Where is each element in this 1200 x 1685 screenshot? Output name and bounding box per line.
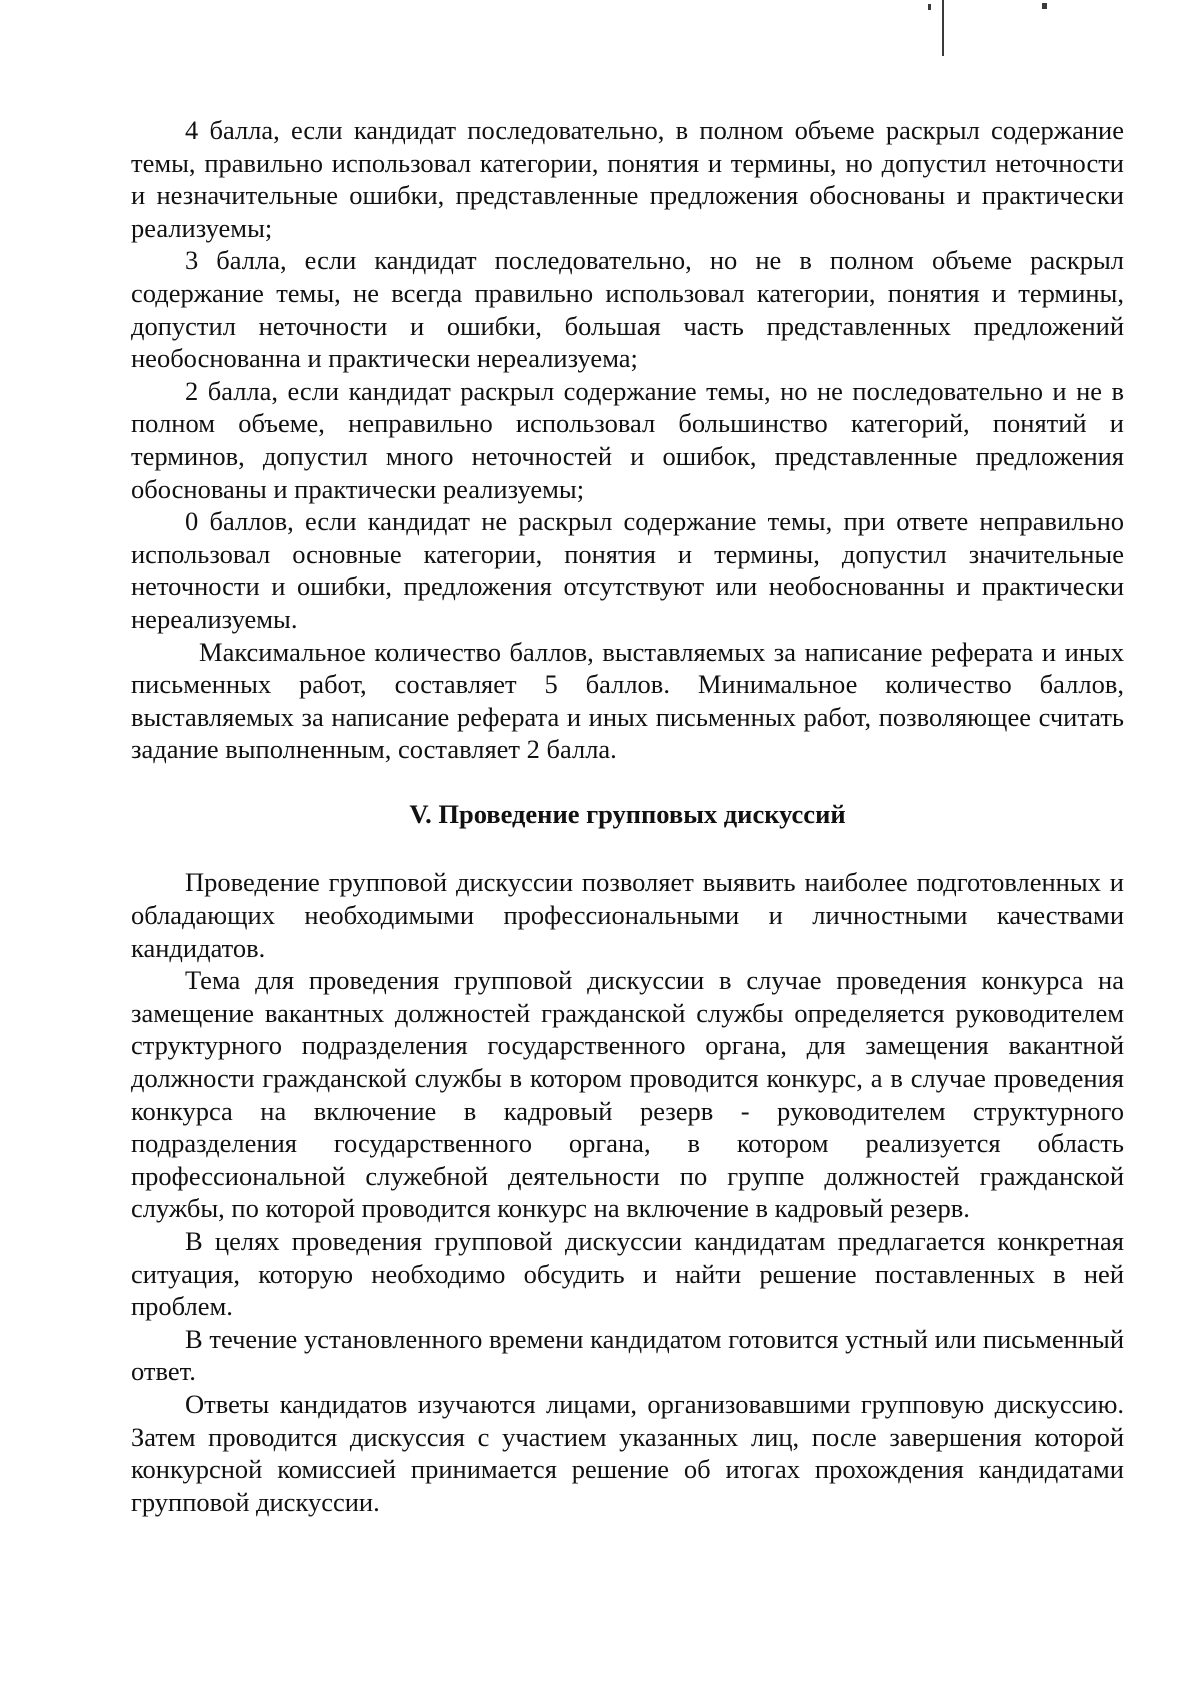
scan-artifact-line: [942, 0, 944, 56]
paragraph-discussion-decision: Ответы кандидатов изучаются лицами, организовавшими групповую дискуссию. Затем проводится дискуссия с участием указанных лиц, после завершения которой конкурсной комиссией принимается решение об итогах прохождения кандидатами групповой дискуссии.: [131, 1388, 1124, 1517]
paragraph-discussion-answer: В течение установленного времени кандидатом готовится устный или письменный ответ.: [131, 1323, 1124, 1387]
paragraph-score-0: 0 баллов, если кандидат не раскрыл содержание темы, при ответе неправильно использовал основные категории, понятия и термины, допустил значительные неточности и ошибки, предложения отсутствуют или необоснованны и практически нереализуемы.: [131, 506, 1124, 634]
paragraph-max-score: Максимальное количество баллов, выставляемых за написание реферата и иных письменных работ, составляет 5 баллов. Минимальное количество баллов, выставляемых за написание реферата и иных письменных работ, позволяющее считать задание выполненным, составляет 2 балла.: [131, 636, 1124, 765]
document-body: [131, 114, 1124, 1518]
paragraph-score-2: 2 балла, если кандидат раскрыл содержание темы, но не последовательно и не в полном объеме, неправильно использовал большинство категорий, понятий и терминов, допустил много неточностей и ошибок, представленные предложения обоснованы и практически реализуемы;: [131, 375, 1124, 504]
paragraph-discussion-purpose: Проведение групповой дискуссии позволяет выявить наиболее подготовленных и обладающих необходимыми профессиональными и личностными качествами кандидатов.: [131, 867, 1124, 963]
paragraph-score-4: 4 балла, если кандидат последовательно, в полном объеме раскрыл содержание темы, правильно использовал категории, понятия и термины, но допустил неточности и незначительные ошибки, представленные предложения обоснованы и практически реализуемы;: [131, 115, 1124, 243]
paragraph-discussion-situation: В целях проведения групповой дискуссии кандидатам предлагается конкретная ситуация, которую необходимо обсудить и найти решение поставленных в ней проблем.: [131, 1226, 1124, 1322]
paragraph-score-3: 3 балла, если кандидат последовательно, но не в полном объеме раскрыл содержание темы, не всегда правильно использовал категории, понятия и термины, допустил неточности и ошибки, большая часть представленных предложений необоснованна и практически нереализуема;: [131, 245, 1124, 374]
scan-artifact-mark: [928, 4, 931, 10]
paragraph-discussion-topic: Тема для проведения групповой дискуссии в случае проведения конкурса на замещение вакантных должностей гражданской службы определяется руководителем структурного подразделения государственного органа, для замещения вакантной должности гражданской службы в котором проводится конкурс, а в случае проведения конкурса на включение в кадровый резерв - руководителем структурного подразделения государственного органа, в котором реализуется область профессиональной служебной деятельности по группе должностей гражданской службы, по которой проводится конкурс на включение в кадровый резерв.: [131, 965, 1124, 1224]
section-heading: V. Проведение групповых дискуссий: [409, 798, 846, 829]
scan-artifact-mark: [1042, 3, 1047, 9]
